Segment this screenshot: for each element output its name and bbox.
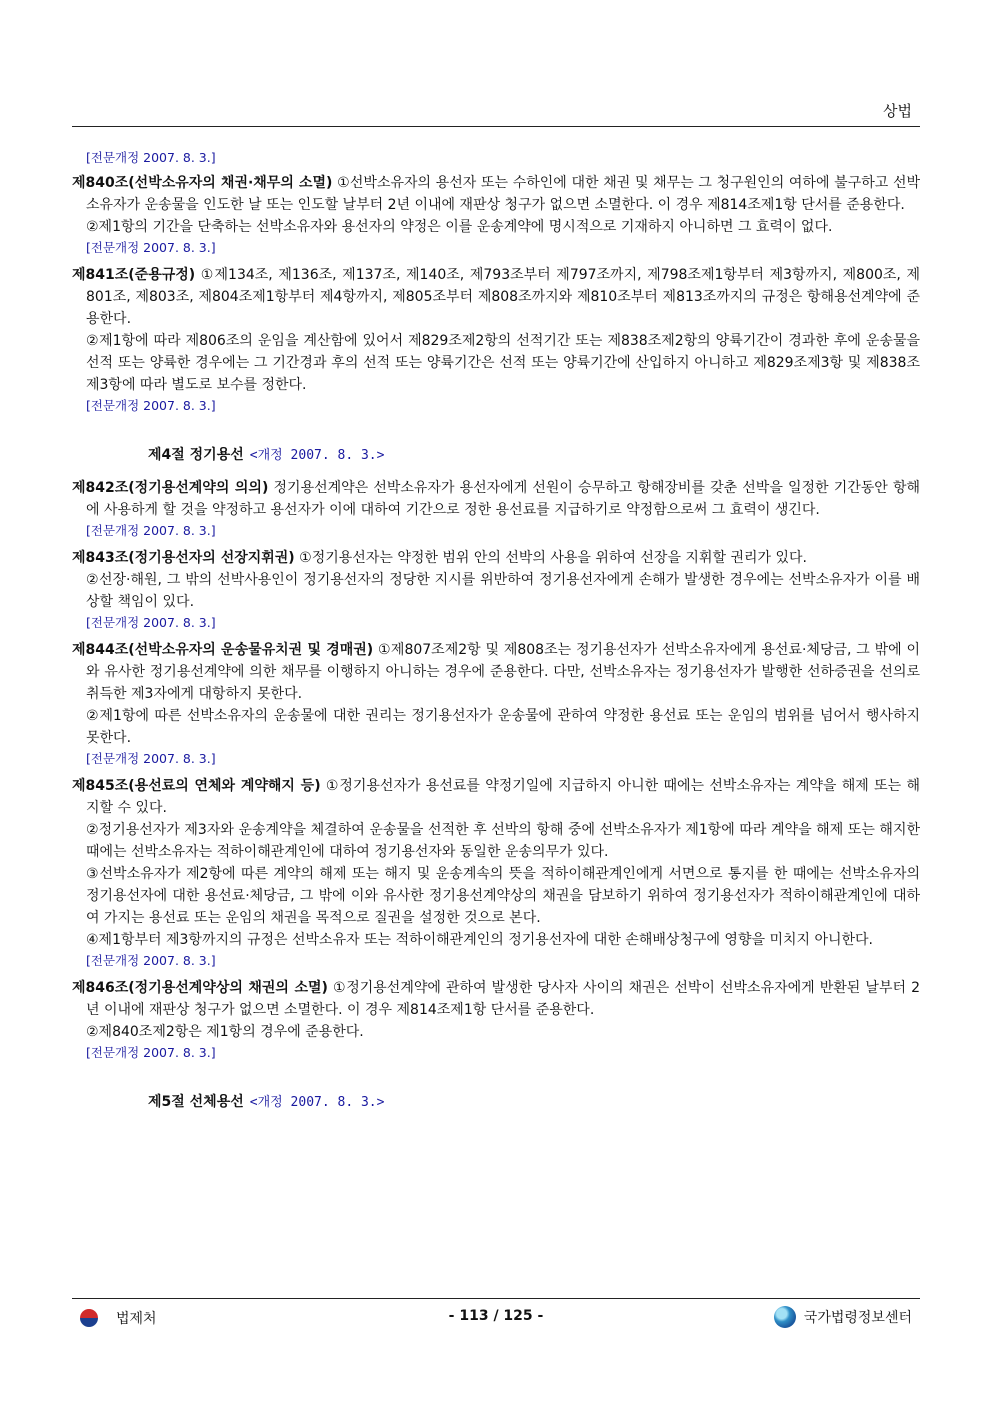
amendment-note: [전문개정 2007. 8. 3.]: [86, 1045, 216, 1060]
page-number: - 113 / 125 -: [448, 1308, 544, 1324]
article-840: [72, 172, 920, 258]
amendment-note: [전문개정 2007. 8. 3.]: [86, 751, 216, 766]
article-845: [72, 775, 920, 971]
section-heading-5: [72, 1091, 920, 1114]
article-844: [72, 639, 920, 769]
article-title: 제840조(선박소유자의 채권·채무의 소멸): [72, 175, 333, 191]
section-heading-4: [72, 444, 920, 467]
section-amend-note: <개정 2007. 8. 3.>: [249, 1095, 385, 1110]
footer-divider: [72, 1298, 920, 1299]
section-title: 제5절 선체용선: [148, 1094, 244, 1110]
article-paragraph: ③선박소유자가 제2항에 따른 계약의 해제 또는 해지 및 운송계속의 뜻을 적하이해관계인에게 서면으로 통지를 한 때에는 선박소유자의 정기용선자에 대한 용선료·체당금, 그 밖에 이와 유사한 정기용선계약상의 채권을 담보하기 위하여 정기용선자가 적하이해관계인에 대하여 가지는 용선료 또는 운임의 채권을 목적으로 질권을 설정한 것으로 본다.: [86, 866, 920, 926]
article-paragraph: 제843조(정기용선자의 선장지휘권) ①정기용선자는 약정한 범위 안의 선박의 사용을 위하여 선장을 지휘할 권리가 있다.: [72, 550, 807, 566]
article-paragraph: ②제840조제2항은 제1항의 경우에 준용한다.: [86, 1024, 364, 1040]
amendment-note: [전문개정 2007. 8. 3.]: [86, 523, 216, 538]
footer-agency: 법제처: [116, 1311, 157, 1327]
article-846: [72, 977, 920, 1063]
law-info-center-logo-icon: [774, 1306, 796, 1328]
footer-right: [774, 1306, 912, 1328]
amendment-note: [전문개정 2007. 8. 3.]: [86, 953, 216, 968]
article-paragraph: 제841조(준용규정) ①제134조, 제136조, 제137조, 제140조, 제793조부터 제797조까지, 제798조제1항부터 제3항까지, 제800조, 제801조, 제803조, 제804조제1항부터 제4항까지, 제805조부터 제808조까지와 제810조부터 제813조까지의 규정은 항해용선계약에 준용한다.: [72, 267, 920, 327]
page-header-title: 상법: [883, 102, 912, 120]
section-amend-note: <개정 2007. 8. 3.>: [249, 448, 385, 463]
article-paragraph: ②정기용선자가 제3자와 운송계약을 체결하여 운송물을 선적한 후 선박의 항해 중에 선박소유자가 제1항에 따라 계약을 해제 또는 해지한 때에는 선박소유자는 적하이해관계인에 대하여 정기용선자와 동일한 운송의무가 있다.: [86, 822, 920, 860]
article-title: 제842조(정기용선계약의 의의): [72, 480, 269, 496]
article-title: 제844조(선박소유자의 운송물유치권 및 경매권): [72, 642, 374, 658]
amendment-note: [전문개정 2007. 8. 3.]: [86, 615, 216, 630]
article-title: 제846조(정기용선계약상의 채권의 소멸): [72, 980, 328, 996]
section-title: 제4절 정기용선: [148, 447, 244, 463]
article-843: [72, 547, 920, 633]
article-paragraph: ④제1항부터 제3항까지의 규정은 선박소유자 또는 적하이해관계인의 정기용선자에 대한 손해배상청구에 영향을 미치지 아니한다.: [86, 932, 874, 948]
article-paragraph: 제842조(정기용선계약의 의의) 정기용선계약은 선박소유자가 용선자에게 선원이 승무하고 항해장비를 갖춘 선박을 일정한 기간동안 항해에 사용하게 할 것을 약정하고 용선자가 이에 대하여 기간으로 정한 용선료를 지급하기로 약정함으로써 그 효력이 생긴다.: [72, 480, 920, 518]
document-body: [72, 148, 920, 1124]
article-paragraph: ②제1항에 따른 선박소유자의 운송물에 대한 권리는 정기용선자가 운송물에 관하여 약정한 용선료 또는 운임의 범위를 넘어서 행사하지 못한다.: [86, 708, 920, 746]
amendment-note: [전문개정 2007. 8. 3.]: [86, 398, 216, 413]
article-841: [72, 264, 920, 416]
article-paragraph: 제846조(정기용선계약상의 채권의 소멸) ①정기용선계약에 관하여 발생한 당사자 사이의 채권은 선박이 선박소유자에게 반환된 날부터 2년 이내에 재판상 청구가 없으면 소멸한다. 이 경우 제814조제1항 단서를 준용한다.: [72, 980, 920, 1018]
header-divider: [72, 126, 920, 127]
article-paragraph: ②제1항의 기간을 단축하는 선박소유자와 용선자의 약정은 이를 운송계약에 명시적으로 기재하지 아니하면 그 효력이 없다.: [86, 219, 833, 235]
page-footer: [72, 1306, 920, 1332]
article-paragraph: 제844조(선박소유자의 운송물유치권 및 경매권) ①제807조제2항 및 제808조는 정기용선자가 선박소유자에게 용선료·체당금, 그 밖에 이와 유사한 정기용선계약에 의한 채무를 이행하지 아니하는 경우에 준용한다. 다만, 선박소유자는 정기용선자가 발행한 선하증권을 선의로 취득한 제3자에게 대항하지 못한다.: [72, 642, 920, 702]
article-paragraph: 제840조(선박소유자의 채권·채무의 소멸) ①선박소유자의 용선자 또는 수하인에 대한 채권 및 채무는 그 청구원인의 여하에 불구하고 선박소유자가 운송물을 인도한 날 또는 인도할 날부터 2년 이내에 재판상 청구가 없으면 소멸한다. 이 경우 제814조제1항 단서를 준용한다.: [72, 175, 920, 213]
article-title: 제845조(용선료의 연체와 계약해지 등): [72, 778, 321, 794]
article-title: 제841조(준용규정): [72, 267, 196, 283]
article-paragraph: ②선장·해원, 그 밖의 선박사용인이 정기용선자의 정당한 지시를 위반하여 정기용선자에게 손해가 발생한 경우에는 선박소유자가 이를 배상할 책임이 있다.: [86, 572, 920, 610]
amendment-note: [전문개정 2007. 8. 3.]: [86, 150, 216, 165]
article-title: 제843조(정기용선자의 선장지휘권): [72, 550, 295, 566]
article-paragraph: ②제1항에 따라 제806조의 운임을 계산함에 있어서 제829조제2항의 선적기간 또는 제838조제2항의 양륙기간이 경과한 후에 운송물을 선적 또는 양륙한 경우에는 그 기간경과 후의 선적 또는 양륙기간은 선적 또는 양륙기간에 산입하지 아니하고 제829조제3항 및 제838조제3항에 따라 별도로 보수를 정한다.: [86, 333, 920, 393]
footer-center-name: 국가법령정보센터: [803, 1310, 912, 1326]
article-842: [72, 477, 920, 541]
amendment-note: [전문개정 2007. 8. 3.]: [86, 240, 216, 255]
article-paragraph: 제845조(용선료의 연체와 계약해지 등) ①정기용선자가 용선료를 약정기일에 지급하지 아니한 때에는 선박소유자는 계약을 해제 또는 해지할 수 있다.: [72, 778, 920, 816]
